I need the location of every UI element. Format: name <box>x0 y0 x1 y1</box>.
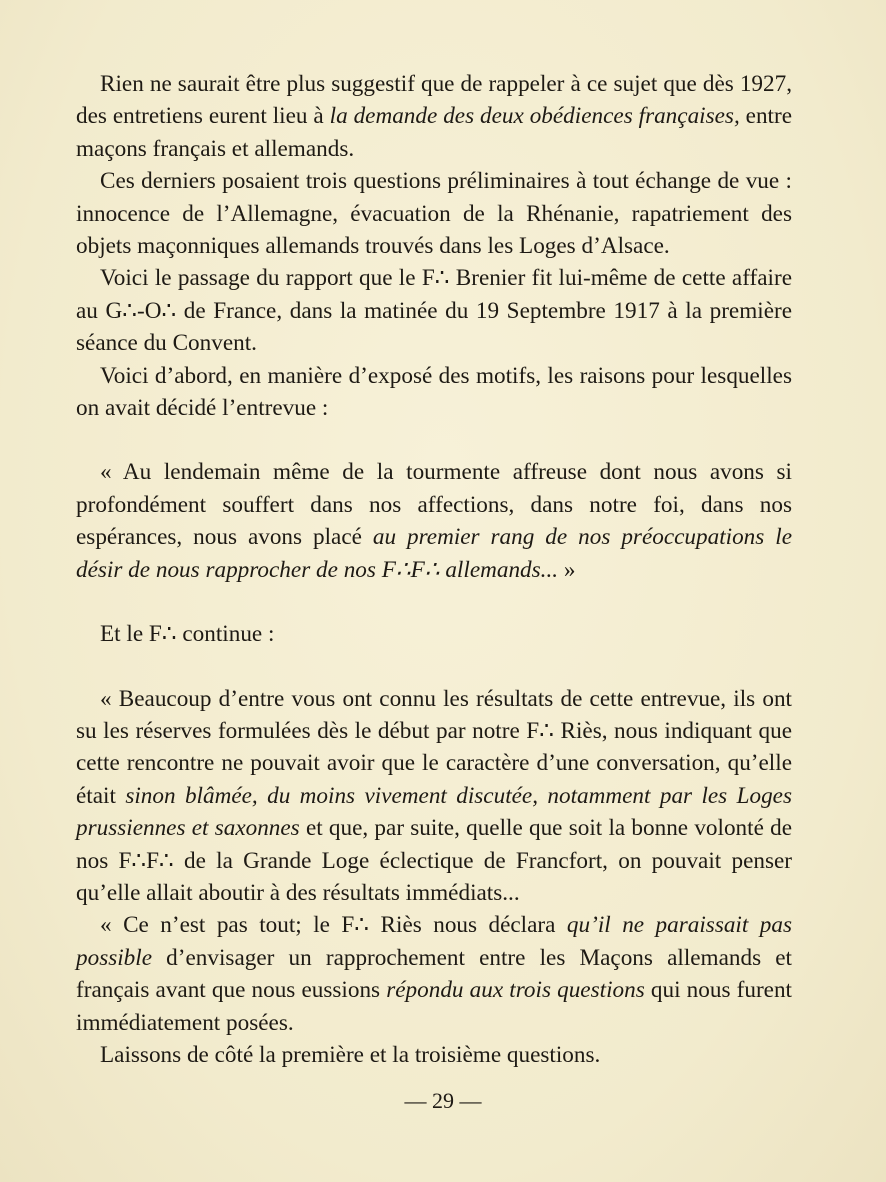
text-run: « Beaucoup d’entre vous ont connu les résultats de cette entrevue, ils ont su les réserves formulées dès le début par notre F∴ Riès, nous indiquant que cette rencontre ne pouvait avoir que le caractère d’une conversation, qu’elle était <box>76 685 792 809</box>
paragraph-p3 <box>76 262 792 359</box>
paragraph-p6 <box>76 618 792 650</box>
text-run: d’envisager un rapprochement entre les Maçons allemands et français avant que nous eussions <box>76 944 792 1004</box>
paragraph-p8 <box>76 909 792 1039</box>
text-run: et que, par suite, quelle que soit la bonne volonté de nos F∴F∴ de la Grande Loge éclectique de Francfort, on pouvait penser qu’elle allait aboutir à des résultats immédiats... <box>76 815 792 906</box>
paragraph-p7 <box>76 683 792 910</box>
text-run: entre maçons français et allemands. <box>76 103 793 162</box>
italic-run: la demande des deux obédiences françaises, <box>329 103 740 130</box>
text-run: Et le F∴ continue : <box>100 621 275 648</box>
text-run: « Au lendemain même de la tourmente affreuse dont nous avons si profondément souffert dans nos affections, dans notre foi, dans nos espérances, nous avons placé <box>76 459 792 551</box>
text-run: » <box>558 556 576 583</box>
italic-run: au premier rang de nos préoccupations le désir de nous rapprocher de nos F∴F∴ allemands... <box>76 524 792 583</box>
page-number: — 29 — <box>404 1088 482 1113</box>
italic-run: qu’il ne paraissait pas possible <box>76 912 793 971</box>
paragraph-p4 <box>76 360 792 425</box>
text-run: qui nous furent immédiatement posées. <box>76 977 792 1036</box>
text-run: Voici d’abord, en manière d’exposé des motifs, les raisons pour lesquelles on avait décidé l’entrevue : <box>76 362 792 422</box>
paragraph-p9 <box>76 1039 792 1071</box>
italic-run: sinon blâmée, du moins vivement discutée, notamment par les Loges prussiennes et saxonnes <box>76 782 792 842</box>
italic-run: répondu aux trois questions <box>386 977 645 1004</box>
text-run: Ces derniers posaient trois questions préliminaires à tout échange de vue : innocence de l’Allemagne, évacuation de la Rhénanie, rapatriement des objets maçonniques allemands trouvés dans les Loges d’Alsace. <box>76 168 792 260</box>
text-run: « Ce n’est pas tout; le F∴ Riès nous déclara <box>100 912 567 939</box>
body-text <box>76 68 792 1071</box>
text-run: Voici le passage du rapport que le F∴ Brenier fit lui-même de cette affaire au G∴-O∴ de France, dans la matinée du 19 Septembre 1917 à la première séance du Convent. <box>76 265 792 357</box>
paragraph-p2 <box>76 165 792 262</box>
paragraph-p5 <box>76 456 792 586</box>
paragraph-p1 <box>76 68 792 165</box>
text-run: Rien ne saurait être plus suggestif que de rappeler à ce sujet que dès 1927, des entretiens eurent lieu à <box>76 71 792 130</box>
text-run: Laissons de côté la première et la troisième questions. <box>100 1041 601 1068</box>
